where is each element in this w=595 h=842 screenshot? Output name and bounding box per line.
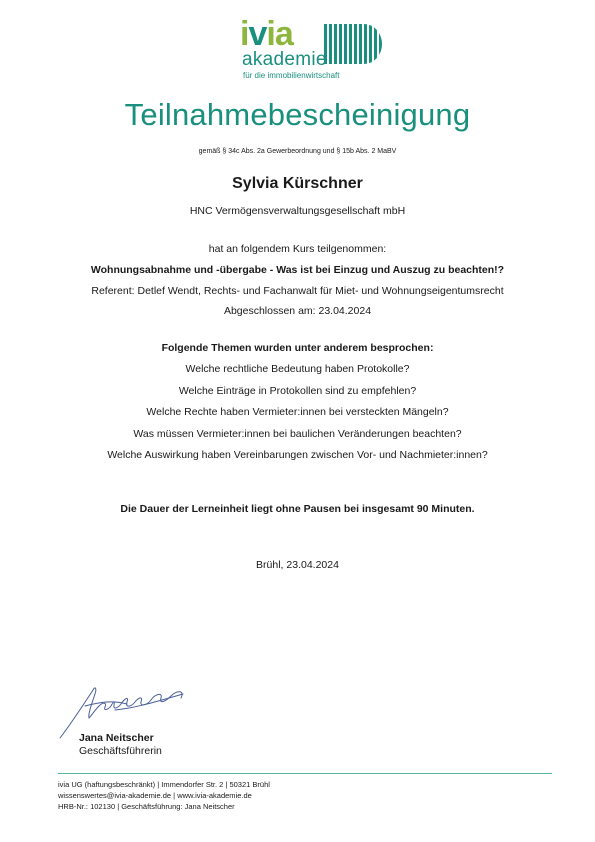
document-title: Teilnahmebescheinigung [124, 97, 471, 132]
topics-list [0, 363, 595, 471]
handwritten-signature [55, 680, 205, 740]
topic-item: Welche Einträge in Protokollen sind zu empfehlen? [178, 384, 417, 397]
footer-registration: HRB-Nr.: 102130 | Geschäftsführung: Jana Neitscher [58, 802, 235, 811]
logo-wordmark-i: i [240, 15, 249, 53]
ivia-akademie-logo [212, 15, 384, 86]
logo-stripes-icon [324, 24, 382, 64]
logo-wordmark [240, 17, 293, 51]
topic-item: Welche rechtliche Bedeutung haben Protokolle? [185, 363, 410, 375]
signer-role: Geschäftsführerin [79, 745, 162, 757]
intro-text: hat an folgendem Kurs teilgenommen: [208, 243, 387, 255]
logo-wordmark-v: v [248, 15, 267, 53]
footer-address: ivia UG (haftungsbeschränkt) | Immendorfer Str. 2 | 50321 Brühl [58, 780, 270, 789]
legal-basis: gemäß § 34c Abs. 2a Gewerbeordnung und § 15b Abs. 2 MaBV [198, 148, 397, 155]
logo-subtitle: akademie [242, 49, 327, 70]
speaker-line: Referent: Detlef Wendt, Rechts- und Fachanwalt für Miet- und Wohnungseigentumsrecht [91, 285, 504, 297]
footer-divider [58, 773, 552, 774]
participant-name: Sylvia Kürschner [232, 175, 363, 192]
participant-company: HNC Vermögensverwaltungsgesellschaft mbH [189, 205, 406, 217]
course-title: Wohnungsabnahme und -übergabe - Was ist bei Einzug und Auszug zu beachten!? [90, 264, 505, 276]
footer-contact: wissenswertes@ivia-akademie.de | www.ivia-akademie.de [58, 791, 252, 800]
logo-wordmark-ia: ia [266, 15, 293, 53]
signer-name: Jana Neitscher [79, 732, 154, 744]
place-and-date: Brühl, 23.04.2024 [256, 559, 339, 571]
topic-item: Welche Auswirkung haben Vereinbarungen zwischen Vor- und Nachmieter:innen? [107, 449, 488, 461]
completion-date: Abgeschlossen am: 23.04.2024 [223, 305, 372, 317]
topics-heading: Folgende Themen wurden unter anderem besprochen: [161, 342, 434, 354]
topic-item: Was müssen Vermieter:innen bei baulichen Veränderungen beachten? [133, 427, 462, 440]
topic-item: Welche Rechte haben Vermieter:innen bei versteckten Mängeln? [146, 406, 449, 418]
logo-tagline: für die immobilienwirtschaft [243, 71, 340, 80]
duration-statement: Die Dauer der Lerneinheit liegt ohne Pausen bei insgesamt 90 Minuten. [120, 503, 475, 515]
